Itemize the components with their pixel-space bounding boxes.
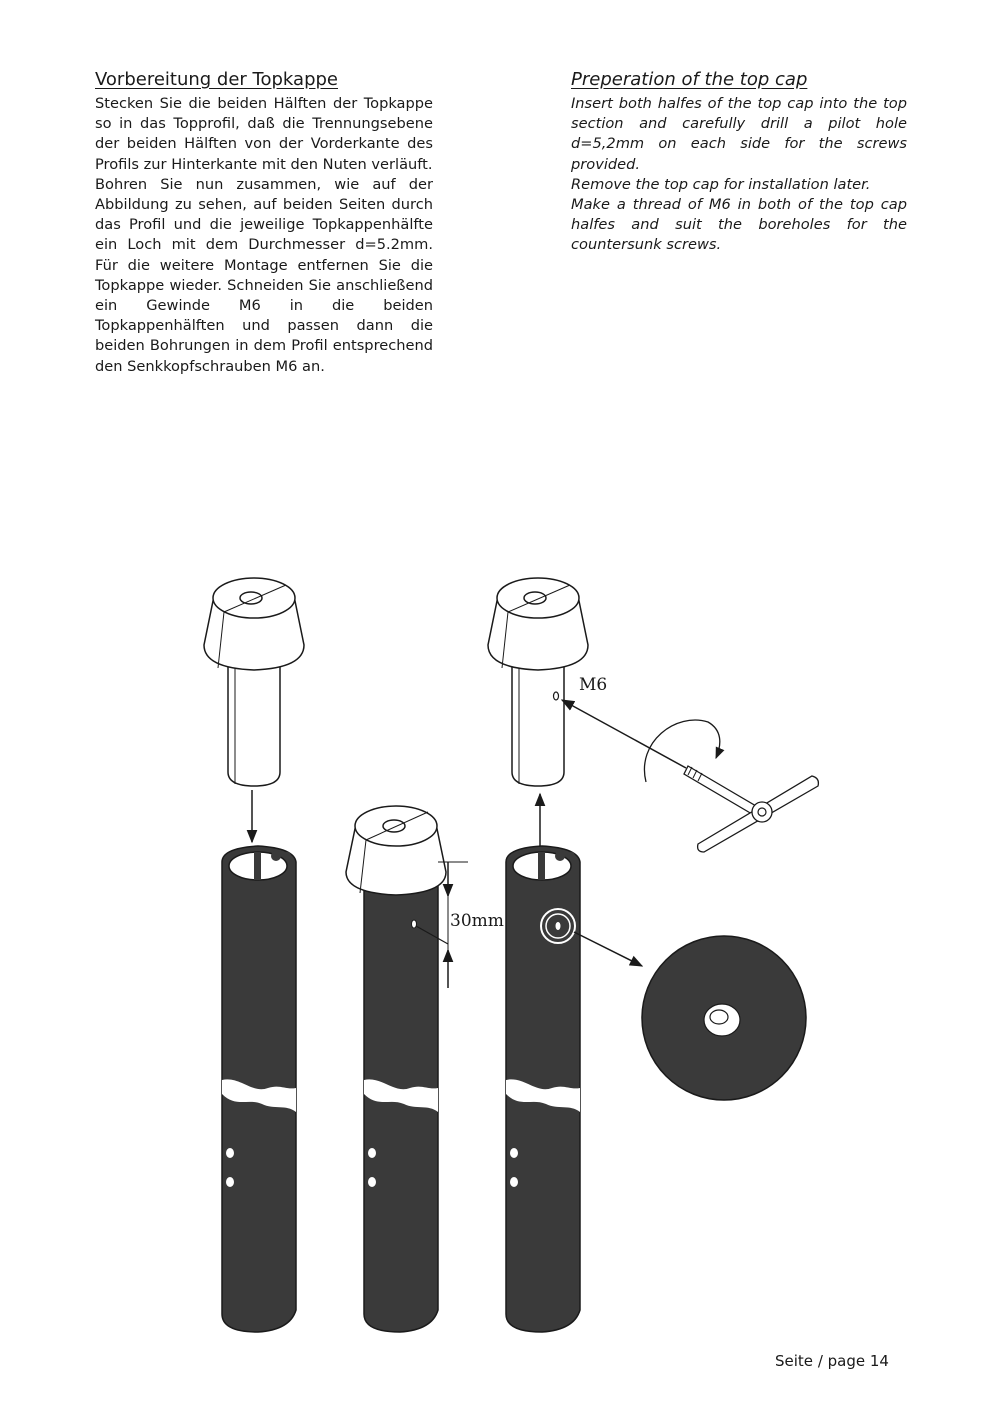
english-heading: Preperation of the top cap bbox=[571, 69, 808, 90]
footer-seite: Seite bbox=[775, 1352, 814, 1370]
profile-tube-1 bbox=[222, 846, 296, 1332]
tap-wrench bbox=[562, 700, 818, 852]
english-paragraph-1: Insert both halfes of the top cap into the top section and carefully drill a pilot hole d=5,2mm on each side for the screws provided. bbox=[571, 95, 907, 173]
german-paragraph-2: Bohren Sie nun zusammen, wie auf der Abbildung zu sehen, auf beiden Seiten durch das Profil und die jeweilige Topkappenhälfte ein Loch mit dem Durchmesser d=5.2mm. Für die weitere Montage entfernen Sie die Topkappe wieder. Schneiden Sie anschließend ein Gewinde M6 in die beiden Topkappenhälften und passen dann die beiden Bohrungen in dem Profil entsprechend den Senkkopfschrauben M6 an. bbox=[95, 175, 433, 375]
german-paragraph-1: Stecken Sie die beiden Hälften der Topkappe so in das Topprofil, daß die Trennungsebene der beiden Hälften von der Vorderkante des Profils zur Hinterkante mit den Nuten verläuft. bbox=[95, 95, 433, 173]
german-heading: Vorbereitung der Topkappe bbox=[95, 69, 338, 90]
detail-arrow bbox=[574, 932, 642, 966]
top-cap-1 bbox=[204, 578, 304, 786]
profile-tube-3 bbox=[506, 846, 580, 1332]
footer-page-number: page 14 bbox=[827, 1352, 889, 1370]
countersink-detail bbox=[642, 936, 806, 1100]
top-cap-2 bbox=[346, 806, 446, 895]
profile-tube-2 bbox=[364, 880, 438, 1332]
top-cap-3 bbox=[488, 578, 588, 786]
label-30mm: 30mm bbox=[450, 911, 504, 931]
page-footer bbox=[775, 1352, 889, 1370]
footer-separator: / bbox=[817, 1352, 823, 1370]
english-paragraph-2: Remove the top cap for installation later. bbox=[571, 175, 871, 193]
label-m6: M6 bbox=[579, 675, 608, 695]
english-paragraph-3: Make a thread of M6 in both of the top cap halfes and suit the boreholes for the countersunk screws. bbox=[571, 196, 907, 254]
